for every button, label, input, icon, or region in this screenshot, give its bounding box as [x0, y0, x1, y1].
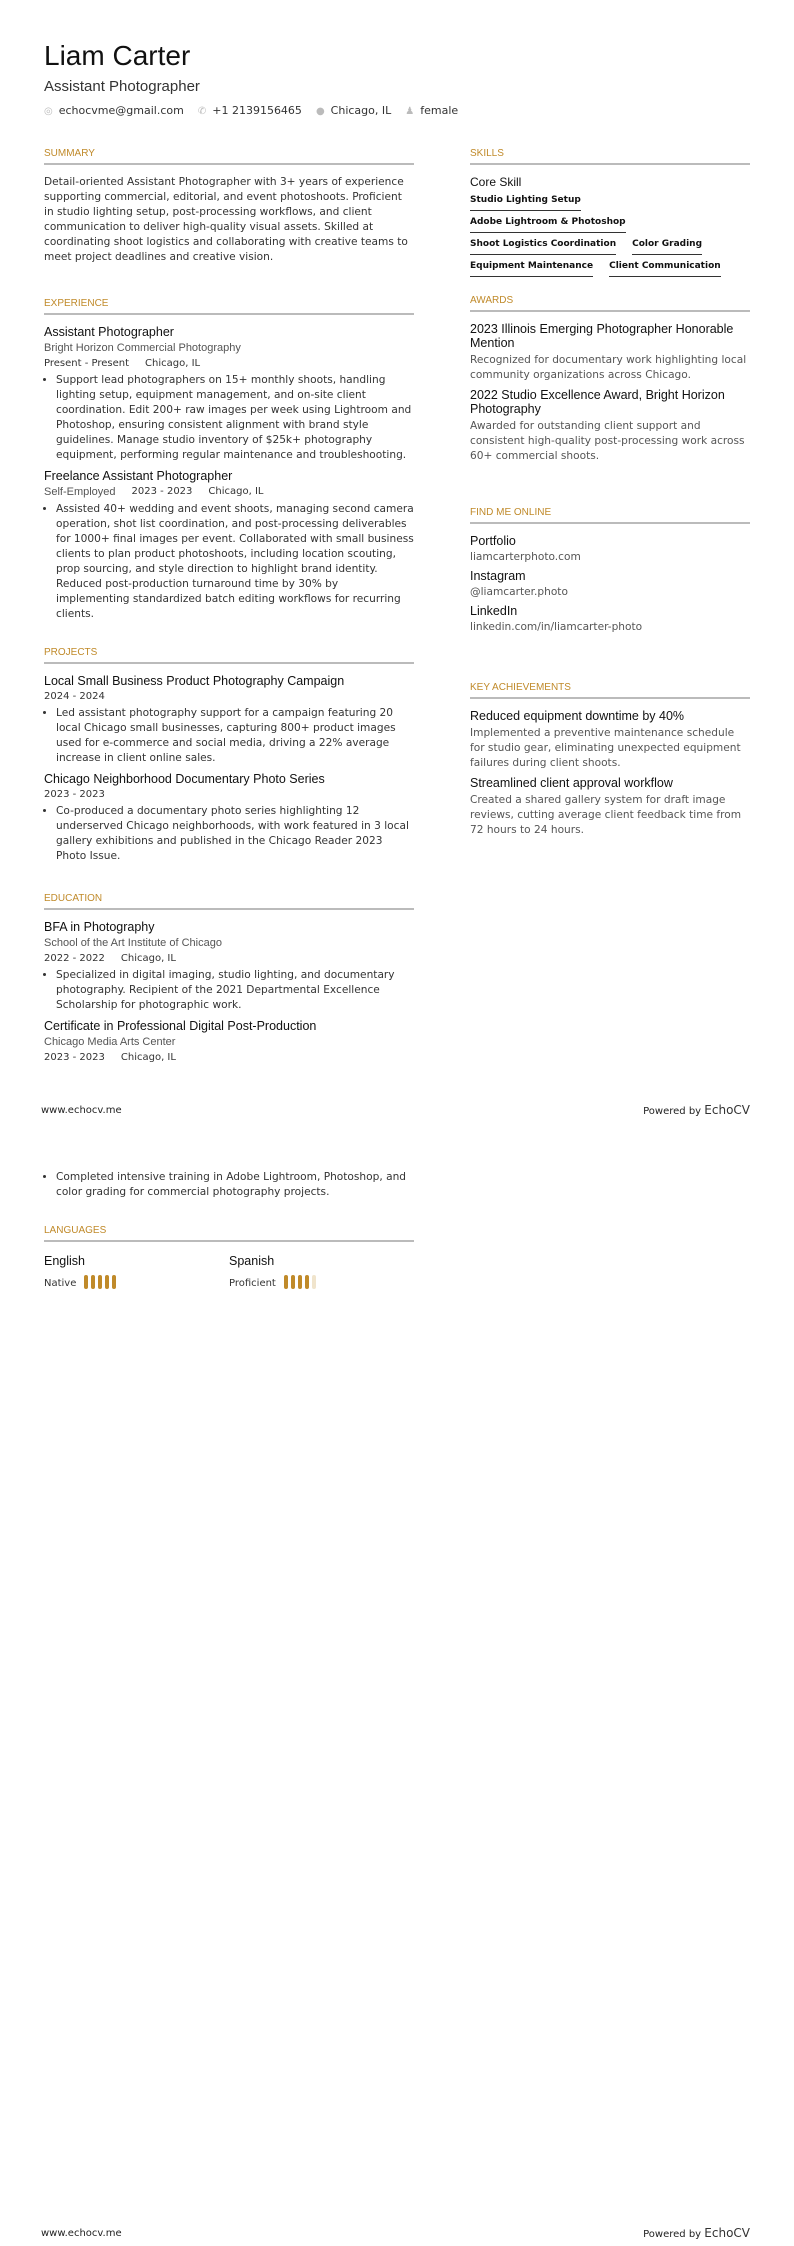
- language-name: Spanish: [229, 1254, 275, 1268]
- skill-tag: Equipment Maintenance: [470, 261, 593, 277]
- rating-bars: [84, 1275, 116, 1289]
- phone[interactable]: +1 2139156465: [212, 104, 302, 117]
- school: School of the Art Institute of Chicago: [44, 937, 222, 949]
- dates: 2024 - 2024: [44, 691, 105, 702]
- bullet: • Co-produced a documentary photo series highlighting 12 underserved Chicago neighborhoods, with work featured in 3 local gallery exhibitions and published in the Chicago Reader 2023 Photo Issue.: [56, 804, 414, 864]
- project-title: Chicago Neighborhood Documentary Photo Series: [44, 772, 325, 786]
- projects-section: [44, 647, 414, 870]
- summary-text: Detail-oriented Assistant Photographer with 3+ years of experience supporting commercial, editorial, and event photoshoots. Proficient in studio lighting setup, post-processing workflows, and client communication to deliver high-quality visual assets. Skilled at coordinating shoot logistics and collaborating with creative teams to meet project deadlines and creative vision.: [44, 176, 408, 263]
- achievements-section: [470, 682, 750, 843]
- skill-tag: Color Grading: [632, 239, 702, 255]
- dates: 2023 - 2023: [44, 1052, 105, 1063]
- location-icon: ●: [315, 106, 325, 117]
- bullet: • Completed intensive training in Adobe Lightroom, Photoshop, and color grading for commercial photography projects.: [56, 1170, 414, 1200]
- section-heading: KEY ACHIEVEMENTS: [470, 682, 750, 699]
- language-item: [229, 1252, 414, 1290]
- skill-tag: Client Communication: [609, 261, 721, 277]
- link-label: Portfolio: [470, 534, 516, 548]
- achievement-desc: Created a shared gallery system for draft image reviews, cutting average client feedback time from 72 hours to 24 hours.: [470, 794, 742, 836]
- skill-tag: Studio Lighting Setup: [470, 195, 581, 211]
- section-heading: SUMMARY: [44, 148, 414, 165]
- email-icon: ◎: [44, 106, 53, 117]
- company: Self-Employed: [44, 486, 116, 498]
- rating-bar: [105, 1275, 109, 1289]
- section-heading: EXPERIENCE: [44, 298, 414, 315]
- language-level: Native: [44, 1278, 77, 1289]
- award-title: 2022 Studio Excellence Award, Bright Horizon Photography: [470, 388, 725, 416]
- footer-powered: [643, 2226, 750, 2240]
- footer-powered: [643, 1103, 750, 1117]
- section-heading: PROJECTS: [44, 647, 414, 664]
- phone-icon: ✆: [197, 106, 207, 117]
- section-heading: FIND ME ONLINE: [470, 507, 750, 524]
- languages-section: [44, 1225, 414, 1290]
- rating-bar: [298, 1275, 302, 1289]
- link-label: LinkedIn: [470, 604, 518, 618]
- experience-section: [44, 298, 414, 628]
- rating-bar: [305, 1275, 309, 1289]
- location: Chicago, IL: [330, 104, 392, 117]
- job-title: Assistant Photographer: [44, 325, 174, 339]
- location: Chicago, IL: [208, 486, 264, 497]
- section-heading: LANGUAGES: [44, 1225, 414, 1242]
- award-desc: Recognized for documentary work highlighting local community organizations across Chicago.: [470, 354, 747, 381]
- brand-name[interactable]: EchoCV: [704, 1103, 750, 1117]
- school: Chicago Media Arts Center: [44, 1036, 176, 1048]
- location: Chicago, IL: [145, 358, 201, 369]
- online-section: [470, 507, 750, 639]
- powered-label: Powered by: [643, 2229, 702, 2240]
- rating-bars: [284, 1275, 316, 1289]
- language-level: Proficient: [229, 1278, 276, 1289]
- rating-bar: [312, 1275, 316, 1289]
- brand-name[interactable]: EchoCV: [704, 2226, 750, 2240]
- link-label: Instagram: [470, 569, 526, 583]
- instagram-link[interactable]: @liamcarter.photo: [470, 586, 568, 598]
- award-desc: Awarded for outstanding client support and consistent high-quality post-processing work across 60+ commercial shoots.: [470, 420, 745, 462]
- degree: BFA in Photography: [44, 920, 155, 934]
- dates: 2023 - 2023: [131, 486, 193, 497]
- section-heading: AWARDS: [470, 295, 750, 312]
- email[interactable]: echocvme@gmail.com: [58, 104, 184, 117]
- footer-site[interactable]: www.echocv.me: [41, 2228, 122, 2239]
- contact-row: [44, 104, 458, 117]
- job-title: Freelance Assistant Photographer: [44, 469, 233, 483]
- candidate-title: Assistant Photographer: [44, 78, 200, 95]
- skills-section: [470, 148, 750, 277]
- language-item: [44, 1252, 229, 1290]
- degree: Certificate in Professional Digital Post-Production: [44, 1019, 317, 1033]
- rating-bar: [291, 1275, 295, 1289]
- dates: Present - Present: [44, 358, 130, 369]
- location: Chicago, IL: [120, 1052, 176, 1063]
- project-title: Local Small Business Product Photography Campaign: [44, 674, 345, 688]
- achievement-title: Reduced equipment downtime by 40%: [470, 709, 685, 723]
- dates: 2023 - 2023: [44, 789, 105, 800]
- candidate-name: Liam Carter: [44, 40, 191, 71]
- footer-site[interactable]: www.echocv.me: [41, 1105, 122, 1116]
- section-heading: SKILLS: [470, 148, 750, 165]
- skill-tag: Shoot Logistics Coordination: [470, 239, 616, 255]
- rating-bar: [284, 1275, 288, 1289]
- gender: female: [420, 104, 459, 117]
- bullet: • Support lead photographers on 15+ monthly shoots, handling lighting setup, equipment management, and on-site client coordination. Edit 200+ raw images per week using Lightroom and Photoshop, ensuring consistent alignment with brand style guidelines. Manage studio inventory of $25k+ photography equipment, performing regular maintenance and troubleshooting.: [56, 373, 414, 463]
- location: Chicago, IL: [120, 953, 176, 964]
- rating-bar: [84, 1275, 88, 1289]
- rating-bar: [98, 1275, 102, 1289]
- rating-bar: [91, 1275, 95, 1289]
- bullet: • Assisted 40+ wedding and event shoots, managing second camera operation, shot list coordination, and post-processing deliverables for 1000+ final images per event. Collaborated with small business clients to plan product photoshoots, including location scouting, prop sourcing, and style direction to highlight brand identity. Reduced post-production turnaround time by 30% by implementing standardized batch editing workflows for recurring clients.: [56, 502, 414, 622]
- bullet: • Specialized in digital imaging, studio lighting, and documentary photography. Recipient of the 2021 Departmental Excellence Scholarship for photographic work.: [56, 968, 414, 1013]
- powered-label: Powered by: [643, 1106, 702, 1117]
- rating-bar: [112, 1275, 116, 1289]
- summary-section: [44, 148, 414, 265]
- education-section: [44, 893, 414, 1067]
- person-icon: ♟: [405, 106, 415, 117]
- skill-group: Core Skill: [470, 175, 522, 189]
- portfolio-link[interactable]: liamcarterphoto.com: [470, 551, 581, 563]
- dates: 2022 - 2022: [44, 953, 105, 964]
- education-continued: [44, 1170, 414, 1206]
- bullet: • Led assistant photography support for a campaign featuring 20 local Chicago small businesses, capturing 800+ product images used for e-commerce and social media, driving a 22% average increase in client online sales.: [56, 706, 414, 766]
- awards-section: [470, 295, 750, 469]
- experience-item: [44, 469, 414, 622]
- experience-item: [44, 325, 414, 463]
- section-heading: EDUCATION: [44, 893, 414, 910]
- language-name: English: [44, 1254, 85, 1268]
- award-title: 2023 Illinois Emerging Photographer Honorable Mention: [470, 322, 734, 350]
- achievement-desc: Implemented a preventive maintenance schedule for studio gear, eliminating unexpected equipment failures during client shoots.: [470, 727, 741, 769]
- company: Bright Horizon Commercial Photography: [44, 342, 241, 354]
- achievement-title: Streamlined client approval workflow: [470, 776, 673, 790]
- skill-tag: Adobe Lightroom & Photoshop: [470, 217, 626, 233]
- linkedin-link[interactable]: linkedin.com/in/liamcarter-photo: [470, 621, 643, 633]
